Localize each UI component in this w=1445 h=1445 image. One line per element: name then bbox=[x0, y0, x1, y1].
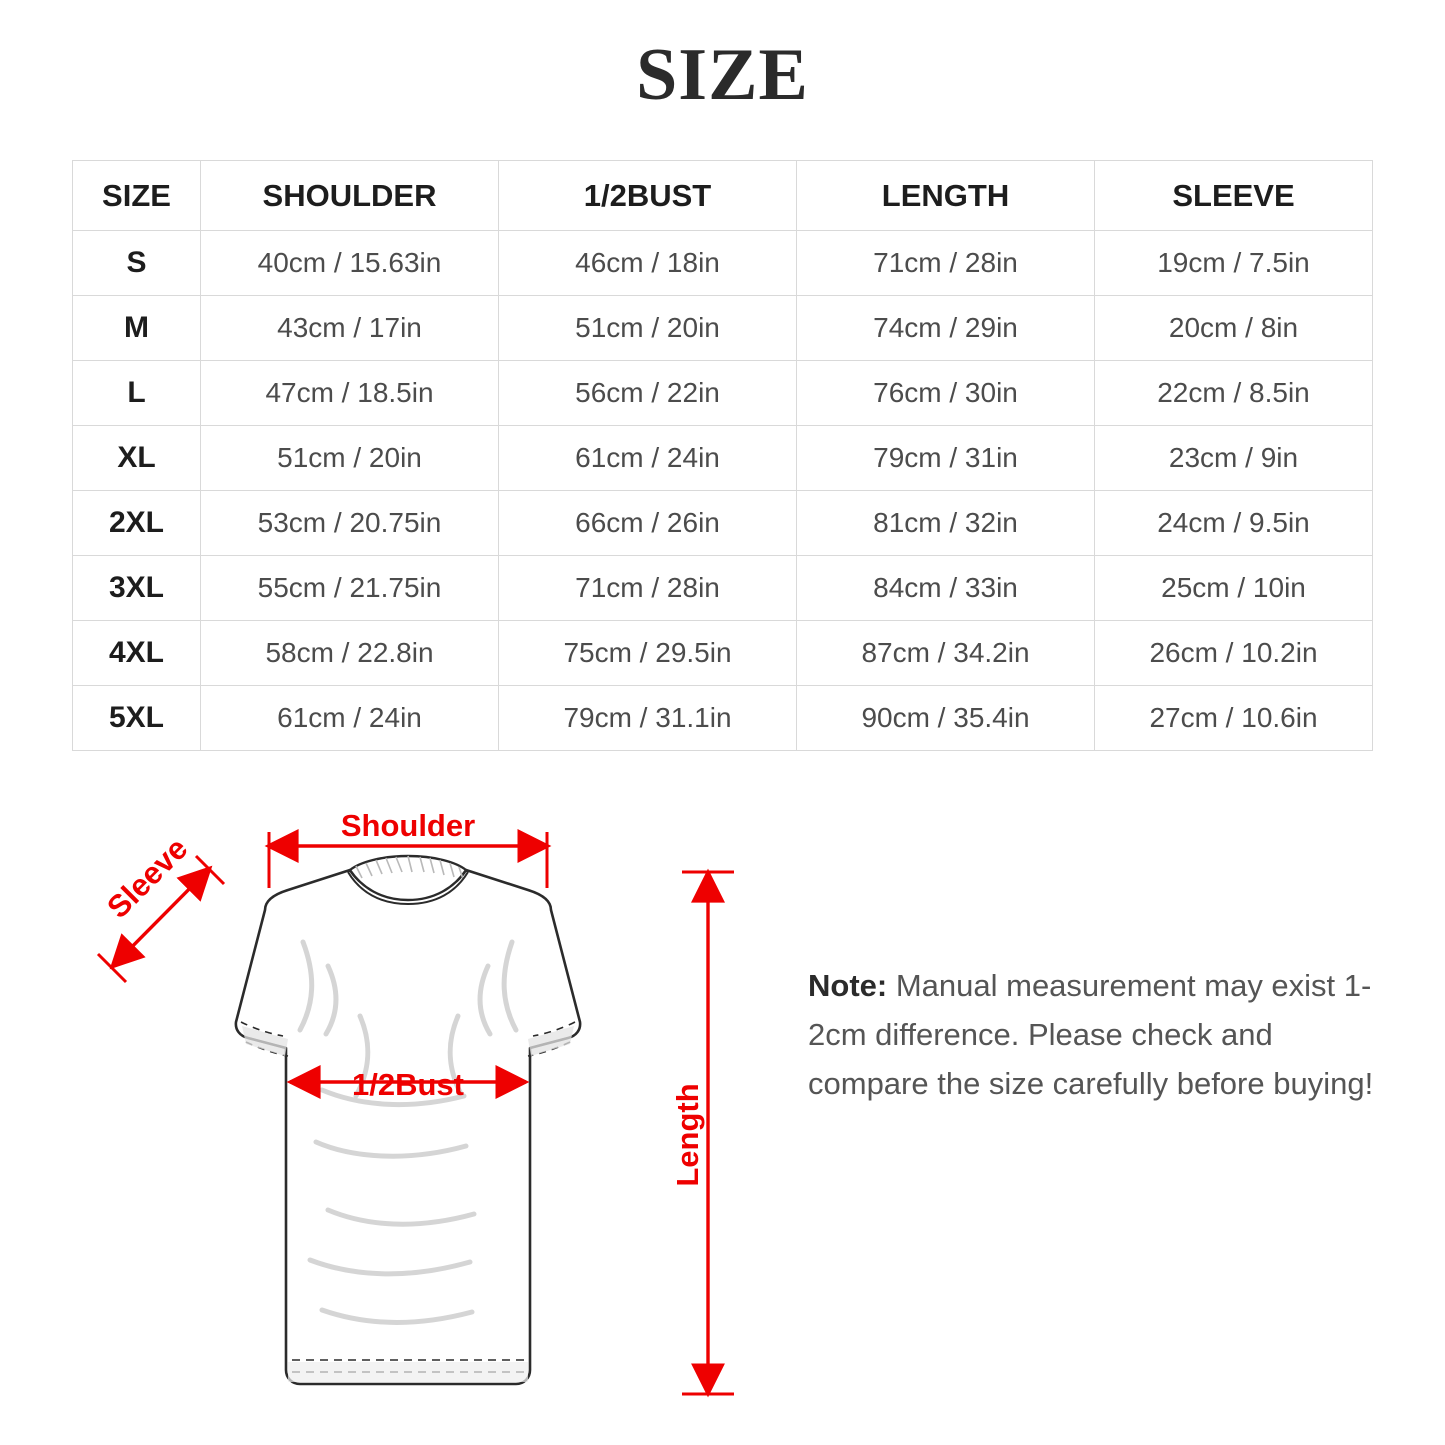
cell-shoulder: 47cm / 18.5in bbox=[201, 361, 499, 426]
cell-sleeve: 24cm / 9.5in bbox=[1095, 491, 1373, 556]
cell-sleeve: 26cm / 10.2in bbox=[1095, 621, 1373, 686]
cell-length: 84cm / 33in bbox=[797, 556, 1095, 621]
cell-shoulder: 61cm / 24in bbox=[201, 686, 499, 751]
table-row bbox=[73, 361, 1373, 426]
measurement-diagram bbox=[60, 790, 780, 1410]
table-row bbox=[73, 491, 1373, 556]
cell-sleeve: 25cm / 10in bbox=[1095, 556, 1373, 621]
table-row bbox=[73, 621, 1373, 686]
cell-bust: 71cm / 28in bbox=[499, 556, 797, 621]
cell-length: 79cm / 31in bbox=[797, 426, 1095, 491]
cell-length: 90cm / 35.4in bbox=[797, 686, 1095, 751]
cell-length: 71cm / 28in bbox=[797, 231, 1095, 296]
sleeve-label: Sleeve bbox=[100, 830, 195, 925]
cell-size: 3XL bbox=[73, 556, 201, 621]
cell-size: L bbox=[73, 361, 201, 426]
cell-sleeve: 22cm / 8.5in bbox=[1095, 361, 1373, 426]
sleeve-measure-annotation bbox=[98, 831, 224, 982]
cell-bust: 46cm / 18in bbox=[499, 231, 797, 296]
column-header-shoulder: SHOULDER bbox=[201, 161, 499, 231]
note-label: Note: bbox=[808, 968, 888, 1003]
table-row bbox=[73, 296, 1373, 361]
note-block bbox=[808, 962, 1378, 1109]
cell-shoulder: 40cm / 15.63in bbox=[201, 231, 499, 296]
bust-label: 1/2Bust bbox=[352, 1067, 464, 1102]
cell-size: 5XL bbox=[73, 686, 201, 751]
cell-length: 74cm / 29in bbox=[797, 296, 1095, 361]
length-measure-annotation bbox=[670, 872, 734, 1394]
cell-shoulder: 58cm / 22.8in bbox=[201, 621, 499, 686]
cell-shoulder: 53cm / 20.75in bbox=[201, 491, 499, 556]
table-header-row bbox=[73, 161, 1373, 231]
cell-sleeve: 27cm / 10.6in bbox=[1095, 686, 1373, 751]
cell-bust: 75cm / 29.5in bbox=[499, 621, 797, 686]
note-text: Manual measurement may exist 1-2cm difference. Please check and compare the size carefully before buying! bbox=[808, 968, 1374, 1101]
cell-size: 4XL bbox=[73, 621, 201, 686]
table-row bbox=[73, 231, 1373, 296]
column-header-sleeve: SLEEVE bbox=[1095, 161, 1373, 231]
cell-length: 76cm / 30in bbox=[797, 361, 1095, 426]
cell-bust: 56cm / 22in bbox=[499, 361, 797, 426]
cell-shoulder: 43cm / 17in bbox=[201, 296, 499, 361]
cell-size: 2XL bbox=[73, 491, 201, 556]
cell-sleeve: 19cm / 7.5in bbox=[1095, 231, 1373, 296]
column-header-bust: 1/2BUST bbox=[499, 161, 797, 231]
column-header-length: LENGTH bbox=[797, 161, 1095, 231]
cell-shoulder: 51cm / 20in bbox=[201, 426, 499, 491]
cell-sleeve: 20cm / 8in bbox=[1095, 296, 1373, 361]
cell-bust: 61cm / 24in bbox=[499, 426, 797, 491]
shoulder-label: Shoulder bbox=[340, 808, 476, 843]
cell-bust: 79cm / 31.1in bbox=[499, 686, 797, 751]
column-header-size: SIZE bbox=[73, 161, 201, 231]
cell-size: M bbox=[73, 296, 201, 361]
cell-size: S bbox=[73, 231, 201, 296]
size-table-container bbox=[72, 160, 1372, 751]
cell-sleeve: 23cm / 9in bbox=[1095, 426, 1373, 491]
table-row bbox=[73, 686, 1373, 751]
cell-length: 87cm / 34.2in bbox=[797, 621, 1095, 686]
size-table bbox=[72, 160, 1373, 751]
table-row bbox=[73, 556, 1373, 621]
cell-bust: 66cm / 26in bbox=[499, 491, 797, 556]
cell-size: XL bbox=[73, 426, 201, 491]
cell-bust: 51cm / 20in bbox=[499, 296, 797, 361]
page-title: SIZE bbox=[636, 34, 809, 116]
cell-shoulder: 55cm / 21.75in bbox=[201, 556, 499, 621]
length-label: Length bbox=[670, 1083, 705, 1187]
tshirt-illustration bbox=[236, 856, 580, 1384]
cell-length: 81cm / 32in bbox=[797, 491, 1095, 556]
table-row bbox=[73, 426, 1373, 491]
